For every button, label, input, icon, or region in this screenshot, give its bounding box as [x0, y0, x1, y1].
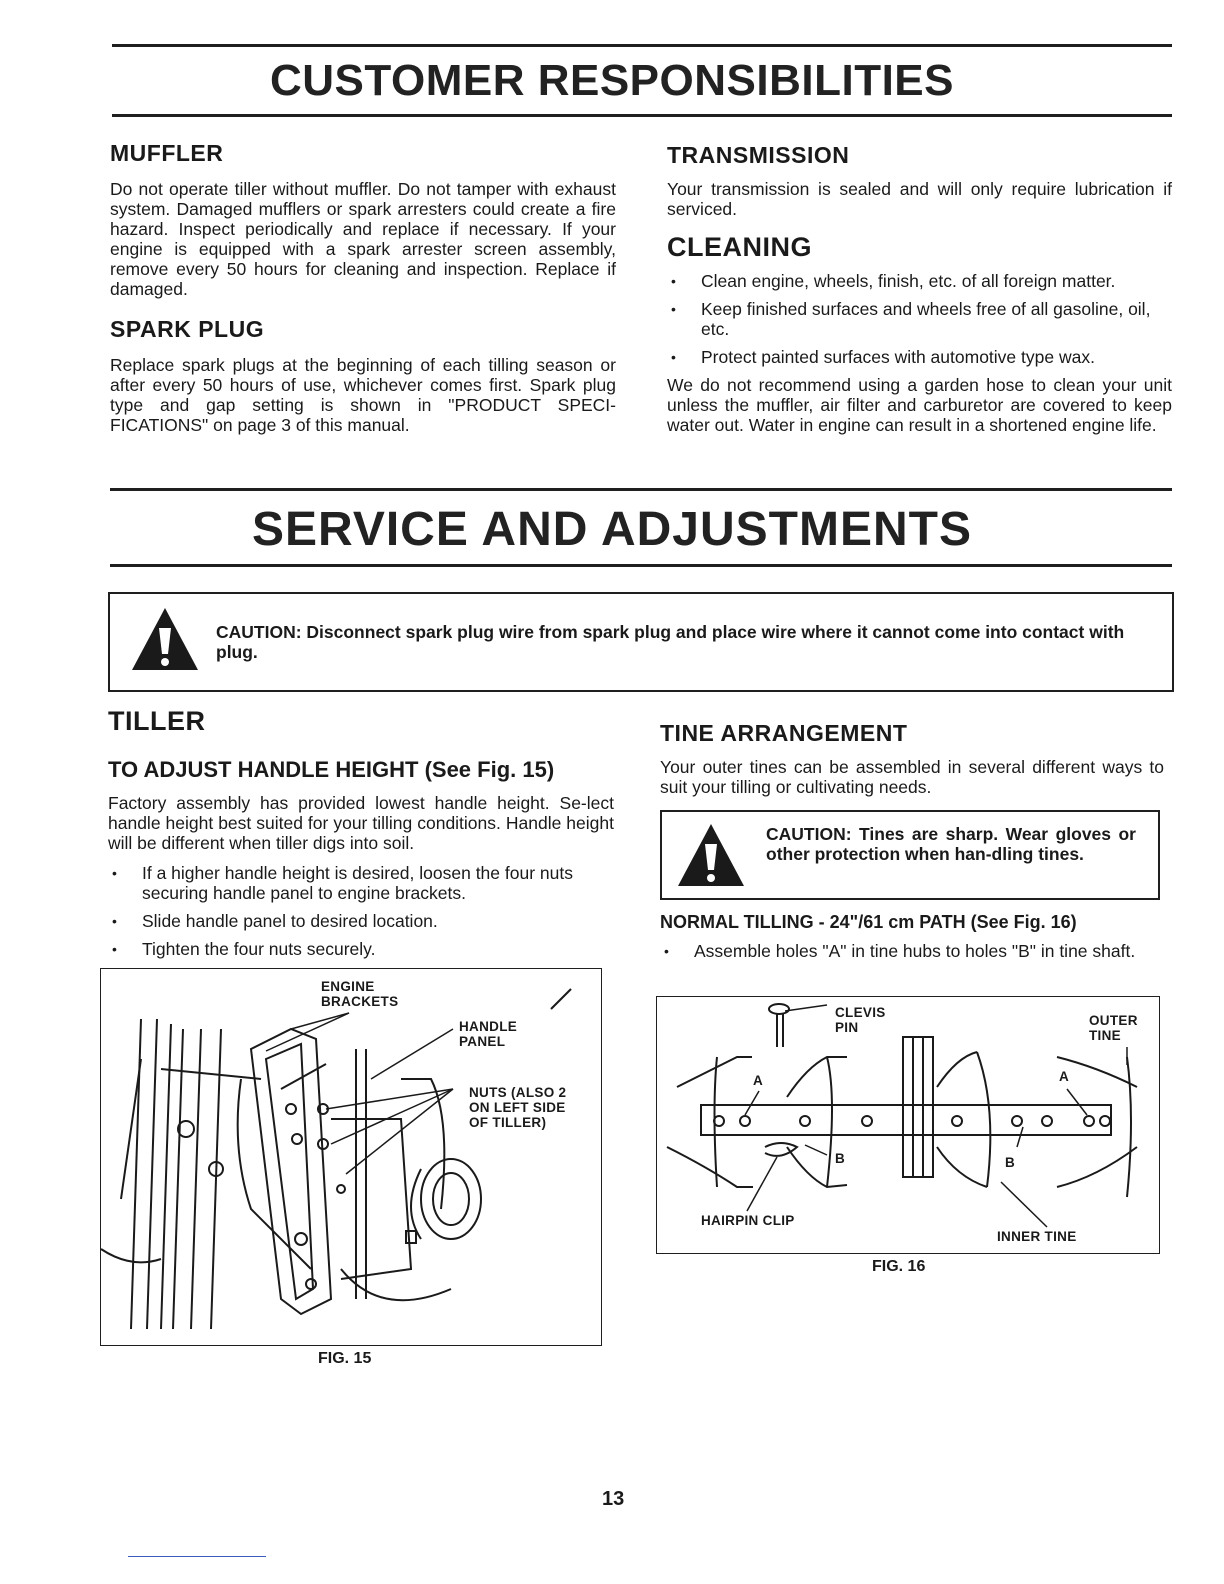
- list-item: • Keep finished surfaces and wheels free of all gasoline, oil, etc.: [667, 299, 1172, 339]
- list-item: • Assemble holes "A" in tine hubs to holes "B" in tine shaft.: [660, 941, 1164, 961]
- fig15-nuts-label: NUTS (ALSO 2 ON LEFT SIDE OF TILLER): [469, 1085, 567, 1130]
- top-rule-2: [112, 114, 1172, 117]
- fig16-caption: FIG. 16: [872, 1258, 926, 1275]
- transmission-section: [667, 142, 1172, 219]
- service-adjustments-title: SERVICE AND ADJUSTMENTS: [252, 503, 972, 556]
- caution-underline: [108, 690, 1172, 692]
- tine-arrangement-text: Your outer tines can be assembled in several different ways to suit your tilling or cultivating needs.: [660, 757, 1164, 797]
- transmission-text: Your transmission is sealed and will only require lubrication if serviced.: [667, 179, 1172, 219]
- fig16-clevis-pin-label: CLEVIS PIN: [835, 1005, 886, 1035]
- cleaning-heading: CLEANING: [667, 232, 812, 262]
- spark-plug-text: Replace spark plugs at the beginning of each tilling season or after every 50 hours of use, whichever comes first. Spark plug type and gap setting is shown in "PRODUCT SPECI-FICATIONS" on page 3 of this manual.: [110, 355, 616, 435]
- list-item: • Tighten the four nuts securely.: [108, 939, 614, 959]
- muffler-section: [110, 140, 616, 299]
- muffler-text: Do not operate tiller without muffler. Do not tamper with exhaust system. Damaged mufflers or spark arresters could create a fire hazard. Inspect periodically and replace if necessary. If your engine is equipped with a spark arrester screen assembly, remove every 50 hours for cleaning and inspection. Replace if damaged.: [110, 179, 616, 299]
- cleaning-list: [667, 271, 1172, 367]
- fig15-handle-panel-label: HANDLE PANEL: [459, 1019, 518, 1049]
- top-rule-1: [112, 44, 1172, 47]
- footer-mark: [128, 1556, 266, 1557]
- tine-arrangement-section: [660, 720, 1164, 797]
- warning-icon: [676, 822, 746, 888]
- fig16-frame: [656, 996, 1160, 1254]
- cleaning-text: We do not recommend using a garden hose to clean your unit unless the muffler, air filter and carburetor are covered to keep water out. Water in engine can result in a shortened engine life.: [667, 375, 1172, 435]
- list-item: • Clean engine, wheels, finish, etc. of all foreign matter.: [667, 271, 1172, 291]
- caution-box-main: [108, 592, 1174, 692]
- fig16-b-left-label: B: [835, 1151, 846, 1166]
- tiller-heading: TILLER: [108, 706, 206, 736]
- fig16-hairpin-clip-label: HAIRPIN CLIP: [701, 1213, 795, 1228]
- caution-main-text: CAUTION: Disconnect spark plug wire from spark plug and place wire where it cannot come into contact with plug.: [216, 622, 1125, 662]
- fig16-a-right-label: A: [1059, 1069, 1070, 1084]
- list-item: • If a higher handle height is desired, loosen the four nuts securing handle panel to engine brackets.: [108, 863, 614, 903]
- normal-tilling-heading: NORMAL TILLING - 24"/61 cm PATH (See Fig. 16): [660, 912, 1077, 932]
- customer-responsibilities-title: CUSTOMER RESPONSIBILITIES: [270, 56, 954, 105]
- mid-rule-2: [110, 564, 1172, 567]
- spark-plug-heading: SPARK PLUG: [110, 316, 265, 342]
- handle-height-text: Factory assembly has provided lowest handle height. Se-lect handle height best suited for your tilling conditions. Handle height will be different when tiller digs into soil.: [108, 793, 614, 853]
- warning-icon: [130, 606, 200, 672]
- fig15-engine-brackets-label: ENGINE BRACKETS: [321, 979, 399, 1009]
- handle-height-list: [108, 863, 614, 959]
- caution-box-tines: [660, 810, 1160, 900]
- list-item: • Protect painted surfaces with automotive type wax.: [667, 347, 1172, 367]
- tiller-section: [108, 706, 614, 967]
- page-number: 13: [602, 1488, 625, 1510]
- fig15-caption: FIG. 15: [318, 1350, 372, 1367]
- tine-arrangement-heading: TINE ARRANGEMENT: [660, 720, 908, 746]
- fig15-frame: [100, 968, 602, 1346]
- transmission-heading: TRANSMISSION: [667, 142, 850, 168]
- spark-plug-section: [110, 316, 616, 435]
- fig16-b-right-label: B: [1005, 1155, 1016, 1170]
- normal-tilling-section: [660, 912, 1164, 969]
- cleaning-section: [667, 232, 1172, 435]
- list-item: • Slide handle panel to desired location.: [108, 911, 614, 931]
- handle-height-heading: TO ADJUST HANDLE HEIGHT (See Fig. 15): [108, 757, 555, 782]
- mid-rule-1: [110, 488, 1172, 491]
- fig16-outer-tine-label: OUTER TINE: [1089, 1013, 1138, 1043]
- fig16-a-left-label: A: [753, 1073, 764, 1088]
- normal-tilling-list: [660, 941, 1164, 961]
- muffler-heading: MUFFLER: [110, 140, 224, 166]
- caution-tines-text: CAUTION: Tines are sharp. Wear gloves or other protection when han-dling tines.: [766, 824, 1136, 864]
- fig16-inner-tine-label: INNER TINE: [997, 1229, 1077, 1244]
